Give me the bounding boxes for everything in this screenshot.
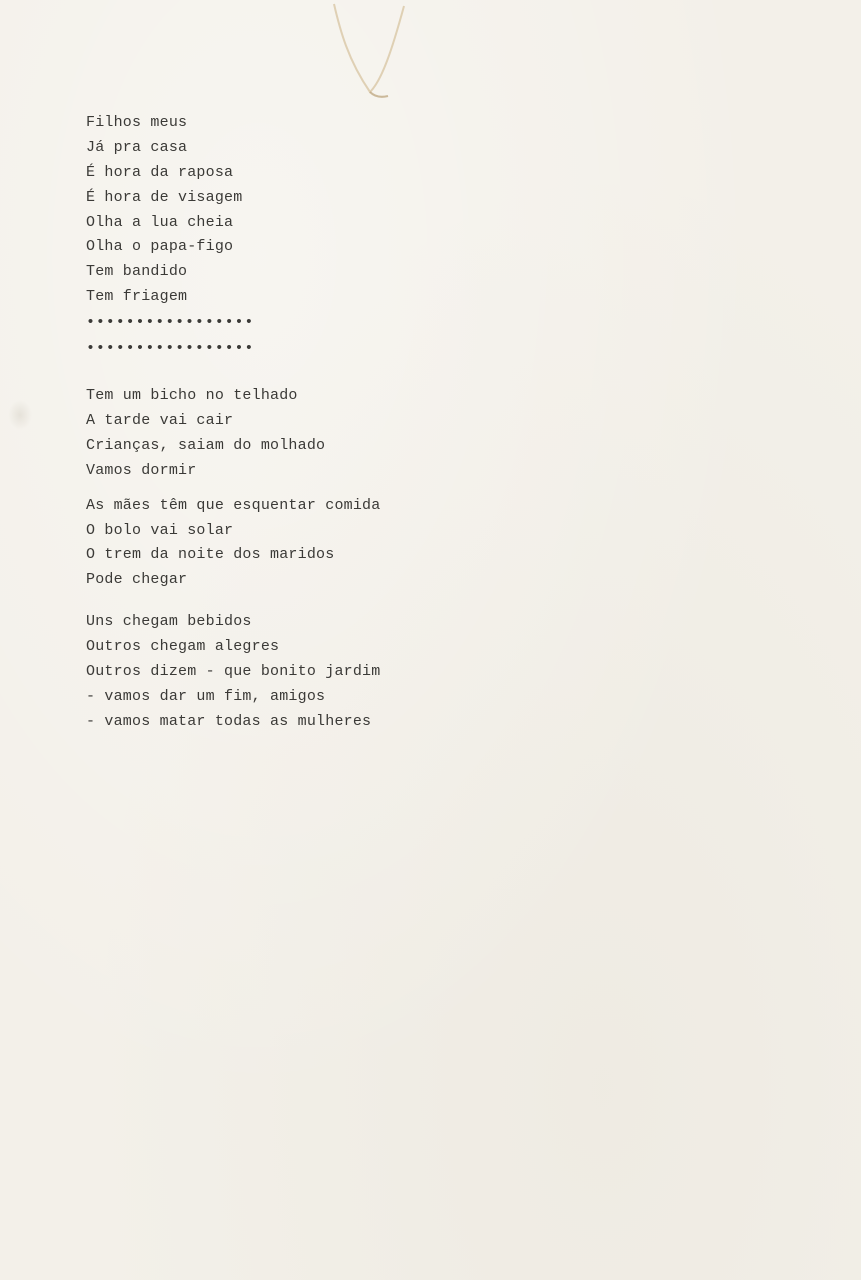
poem-line: A tarde vai cair: [86, 412, 234, 430]
poem-line: O trem da noite dos maridos: [86, 546, 335, 564]
poem-line: Outros chegam alegres: [86, 638, 280, 656]
poem-line: O bolo vai solar: [86, 521, 234, 539]
poem-line: Já pra casa: [86, 138, 188, 156]
paper-tear-mark: [330, 0, 410, 110]
poem-line: Tem bandido: [86, 263, 188, 281]
ellipsis-row: •••••••••••••••••: [86, 314, 255, 332]
stanza-2: [86, 384, 786, 484]
stanza-4: [86, 610, 786, 734]
poem-line: Outros dizem - que bonito jardim: [86, 663, 381, 681]
paper-smudge: [8, 400, 32, 430]
stanza-3: [86, 494, 786, 594]
poem-line: As mães têm que esquentar comida: [86, 496, 381, 514]
poem-line: É hora da raposa: [86, 163, 234, 181]
ellipsis-row: •••••••••••••••••: [86, 340, 255, 358]
poem-line: É hora de visagem: [86, 188, 243, 206]
poem-line: Pode chegar: [86, 571, 188, 589]
poem-line: Olha a lua cheia: [86, 213, 234, 231]
poem-line: Tem um bicho no telhado: [86, 387, 298, 405]
poem-line: - vamos dar um fim, amigos: [86, 687, 326, 705]
poem-line: Olha o papa-figo: [86, 238, 234, 256]
poem-line: Vamos dormir: [86, 461, 197, 479]
poem: [86, 111, 786, 735]
poem-line: Filhos meus: [86, 114, 188, 131]
poem-line: Tem friagem: [86, 288, 188, 306]
stanza-1: [86, 111, 786, 362]
poem-line: Uns chegam bebidos: [86, 613, 252, 631]
poem-line: - vamos matar todas as mulheres: [86, 712, 372, 730]
poem-line: Crianças, saiam do molhado: [86, 436, 326, 454]
